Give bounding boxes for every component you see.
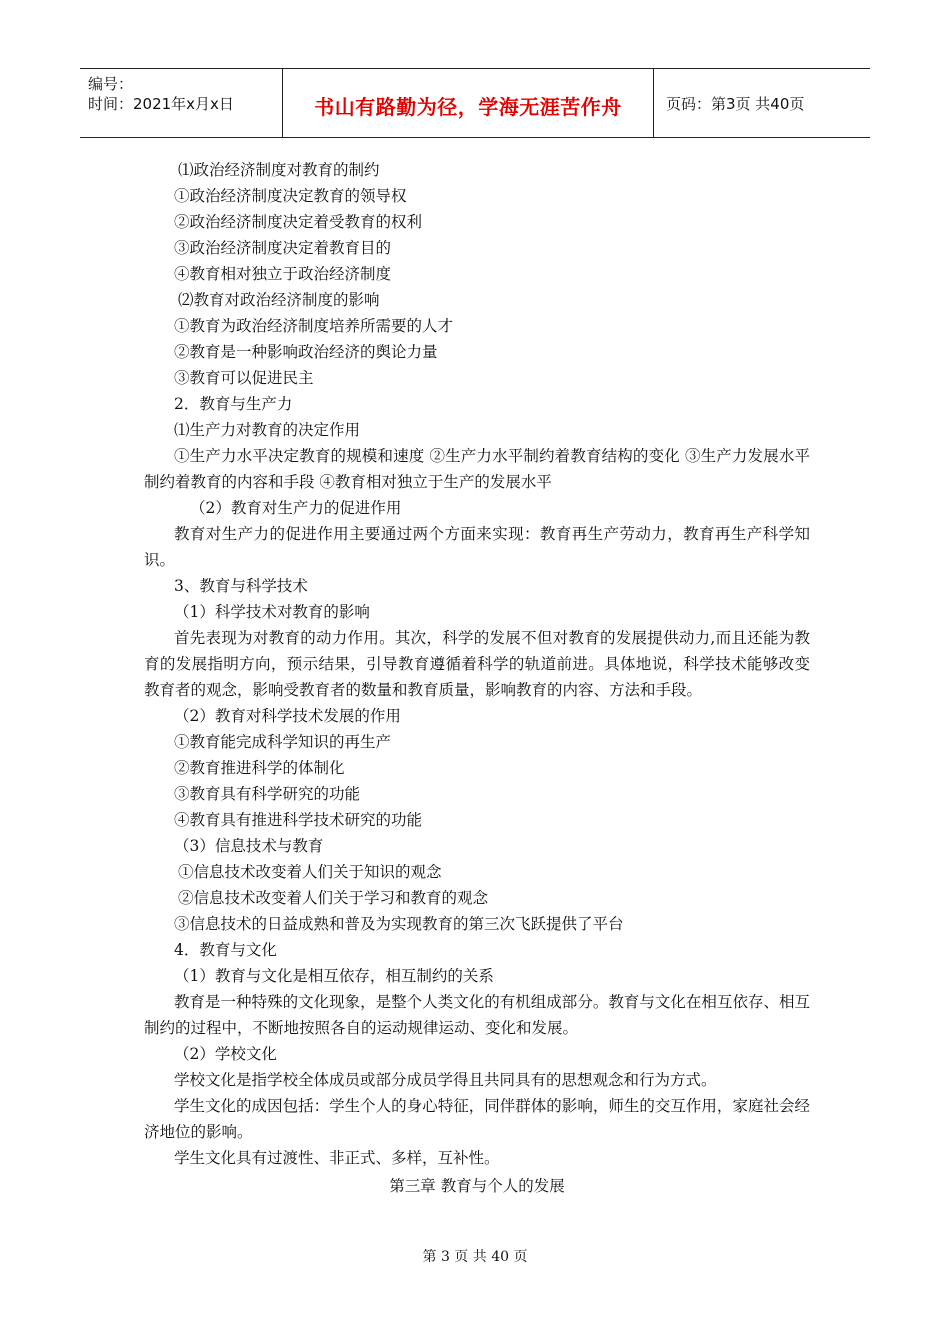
text-line: ②教育推进科学的体制化	[174, 759, 345, 777]
paragraph: 学校文化是指学校全体成员或部分成员学得且共同具有的思想观念和行为方式。	[174, 1071, 717, 1089]
paragraph: 学生文化具有过渡性、非正式、多样，互补性。	[174, 1149, 500, 1167]
text-line: （2）教育对生产力的促进作用	[190, 499, 402, 517]
text-line: ①教育为政治经济制度培养所需要的人才	[174, 317, 454, 335]
text-line: （2）学校文化	[174, 1045, 277, 1063]
date-label: 时间：2021年x月x日	[88, 95, 234, 113]
header-meta-cell	[80, 69, 280, 137]
text-line: （3）信息技术与教育	[174, 837, 324, 855]
section-heading: 4．教育与文化	[174, 941, 277, 959]
paragraph: 学生文化的成因包括：学生个人的身心特征，同伴群体的影响，师生的交互作用，家庭社会经济地位的影响。	[144, 1097, 810, 1141]
document-body	[144, 157, 810, 1199]
paragraph: 教育对生产力的促进作用主要通过两个方面来实现：教育再生产劳动力，教育再生产科学知识。	[144, 525, 810, 569]
text-line: ③政治经济制度决定着教育目的	[174, 239, 392, 257]
text-line: （2）教育对科学技术发展的作用	[174, 707, 401, 725]
header-motto-cell	[282, 69, 654, 137]
text-line: ①政治经济制度决定教育的领导权	[174, 187, 407, 205]
text-line: ①教育能完成科学知识的再生产	[174, 733, 392, 751]
text-line: ⑴政治经济制度对教育的制约	[178, 161, 380, 179]
page-info: 页码：第3页 共40页	[666, 95, 805, 113]
text-line: （1）教育与文化是相互依存，相互制约的关系	[174, 967, 494, 985]
text-line: ②信息技术改变着人们关于学习和教育的观念	[178, 889, 489, 907]
paragraph: ①生产力水平决定教育的规模和速度 ②生产力水平制约着教育结构的变化 ③生产力发展水平制约着教育的内容和手段 ④教育相对独立于生产的发展水平	[144, 447, 810, 491]
section-heading: 3、教育与科学技术	[174, 577, 308, 595]
page-header	[80, 68, 870, 138]
text-line: ④教育具有推进科学技术研究的功能	[174, 811, 423, 829]
text-line: ②政治经济制度决定着受教育的权利	[174, 213, 423, 231]
header-page-cell	[656, 69, 870, 137]
text-line: ②教育是一种影响政治经济的舆论力量	[174, 343, 438, 361]
code-label: 编号：	[88, 75, 134, 93]
text-line: ③信息技术的日益成熟和普及为实现教育的第三次飞跃提供了平台	[174, 915, 624, 933]
text-line: ⑵教育对政治经济制度的影响	[178, 291, 380, 309]
text-line: ③教育具有科学研究的功能	[174, 785, 361, 803]
paragraph: 教育是一种特殊的文化现象，是整个人类文化的有机组成部分。教育与文化在相互依存、相互制约的过程中，不断地按照各自的运动规律运动、变化和发展。	[144, 993, 810, 1037]
text-line: （1）科学技术对教育的影响	[174, 603, 370, 621]
text-line: ①信息技术改变着人们关于知识的观念	[178, 863, 442, 881]
section-heading: 2．教育与生产力	[174, 395, 293, 413]
text-line: ⑴生产力对教育的决定作用	[174, 421, 361, 439]
paragraph: 首先表现为对教育的动力作用。其次，科学的发展不但对教育的发展提供动力,而且还能为教育的发展指明方向，预示结果，引导教育遵循着科学的轨道前进。具体地说，科学技术能够改变教育者的观念，影响受教育者的数量和教育质量，影响教育的内容、方法和手段。	[144, 629, 810, 699]
page-footer: 第 3 页 共 40 页	[422, 1249, 528, 1265]
text-line: ③教育可以促进民主	[174, 369, 314, 387]
chapter-title: 第三章 教育与个人的发展	[389, 1177, 565, 1195]
motto: 书山有路勤为径，学海无涯苦作舟	[314, 95, 622, 119]
text-line: ④教育相对独立于政治经济制度	[174, 265, 392, 283]
